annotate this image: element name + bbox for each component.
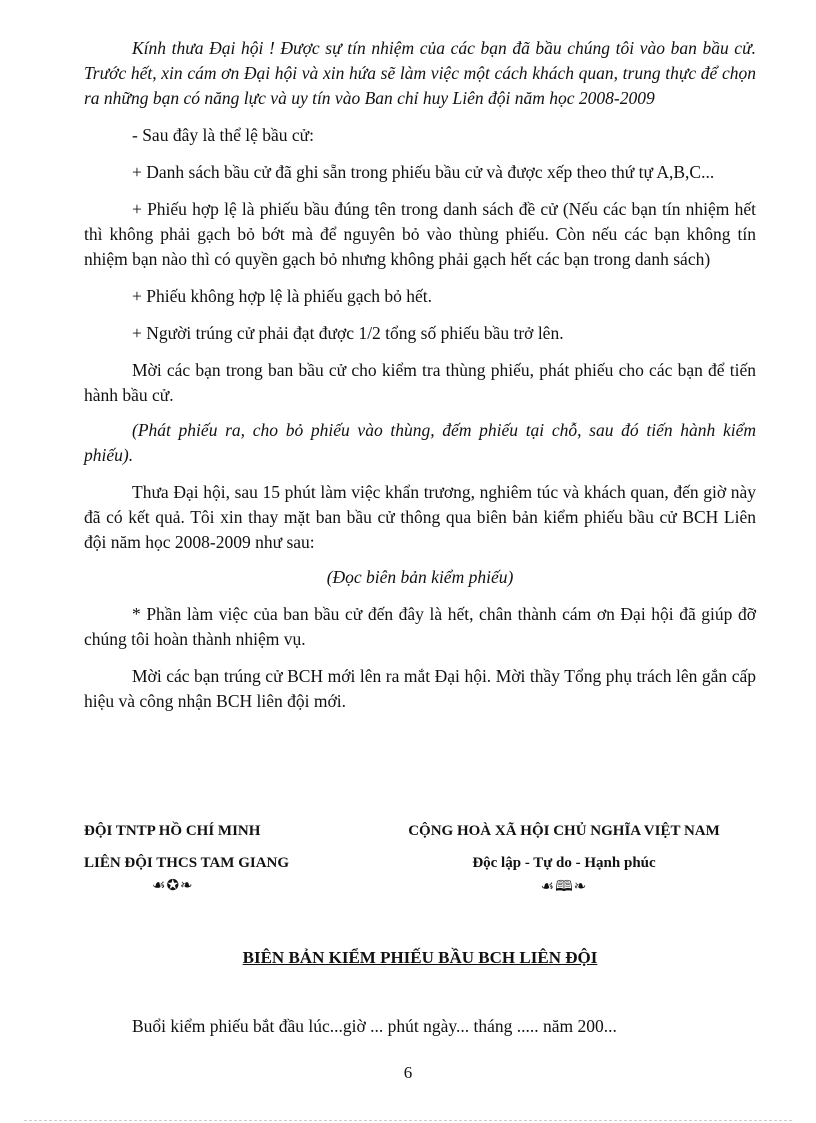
page-number: 6 — [403, 1063, 413, 1082]
left-ornament-icon: ☙✪❧ — [152, 878, 194, 894]
rule-winning-threshold: + Người trúng cử phải đạt được 1/2 tổng số phiếu bầu trở lên. — [132, 323, 564, 343]
stage-direction-read-minutes: (Đọc biên bản kiểm phiếu) — [326, 567, 514, 587]
rule-ballot-list: + Danh sách bầu cử đã ghi sẵn trong phiếu bầu cử và được xếp theo thứ tự A,B,C... — [132, 162, 715, 182]
right-ornament-icon: ☙🕮❧ — [540, 879, 588, 895]
page-bottom-divider — [24, 1120, 792, 1121]
invite-new-committee: Mời các bạn trúng cử BCH mới lên ra mắt Đại hội. Mời thầy Tổng phụ trách lên gắn cấp hiệu và công nhận BCH liên đội mới. — [84, 666, 756, 711]
document-title: BIÊN BẢN KIỂM PHIẾU BẦU BCH LIÊN ĐỘI — [242, 948, 598, 967]
closing-thanks: * Phần làm việc của ban bầu cử đến đây là hết, chân thành cám ơn Đại hội đã giúp đỡ chúng tôi hoàn thành nhiệm vụ. — [84, 604, 756, 649]
counting-start-line: Buổi kiểm phiếu bắt đầu lúc...giờ ... phút ngày... tháng ..... năm 200... — [132, 1016, 617, 1036]
organization-header — [84, 820, 354, 894]
speech-body — [84, 36, 756, 714]
stage-direction-voting: (Phát phiếu ra, cho bỏ phiếu vào thùng, đếm phiếu tại chỗ, sau đó tiến hành kiểm phiếu). — [84, 420, 756, 465]
rules-intro: - Sau đây là thể lệ bầu cử: — [132, 125, 314, 145]
opening-paragraph: Kính thưa Đại hội ! Được sự tín nhiệm của các bạn đã bầu chúng tôi vào ban bầu cử. Trước hết, xin cám ơn Đại hội và xin hứa sẽ làm việc một cách khách quan, trung thực để chọn ra những bạn có năng lực và uy tín vào Ban chỉ huy Liên đội năm học 2008-2009 — [84, 38, 756, 108]
national-header — [372, 820, 756, 895]
unit-name: LIÊN ĐỘI THCS TAM GIANG — [84, 855, 290, 871]
country-name: CỘNG HOÀ XÃ HỘI CHỦ NGHĨA VIỆT NAM — [408, 823, 720, 839]
results-announcement: Thưa Đại hội, sau 15 phút làm việc khẩn trương, nghiêm túc và khách quan, đến giờ này đã có kết quả. Tôi xin thay mặt ban bầu cử thông qua biên bản kiểm phiếu bầu cử BCH Liên đội năm học 2008-2009 như sau: — [84, 482, 756, 552]
national-motto: Độc lập - Tự do - Hạnh phúc — [472, 855, 656, 871]
organization-name: ĐỘI TNTP HỒ CHÍ MINH — [84, 823, 261, 839]
rule-valid-ballot: + Phiếu hợp lệ là phiếu bầu đúng tên trong danh sách đề cử (Nếu các bạn tín nhiệm hết thì không phải gạch bỏ bớt mà để nguyên bỏ vào thùng phiếu. Còn nếu các bạn không tín nhiệm bạn nào thì có quyền gạch bỏ nhưng không phải gạch hết các bạn trong danh sách) — [84, 199, 756, 269]
invite-ballot-check: Mời các bạn trong ban bầu cử cho kiểm tra thùng phiếu, phát phiếu cho các bạn để tiến hành bầu cử. — [84, 360, 756, 405]
rule-invalid-ballot: + Phiếu không hợp lệ là phiếu gạch bỏ hết. — [132, 286, 433, 306]
